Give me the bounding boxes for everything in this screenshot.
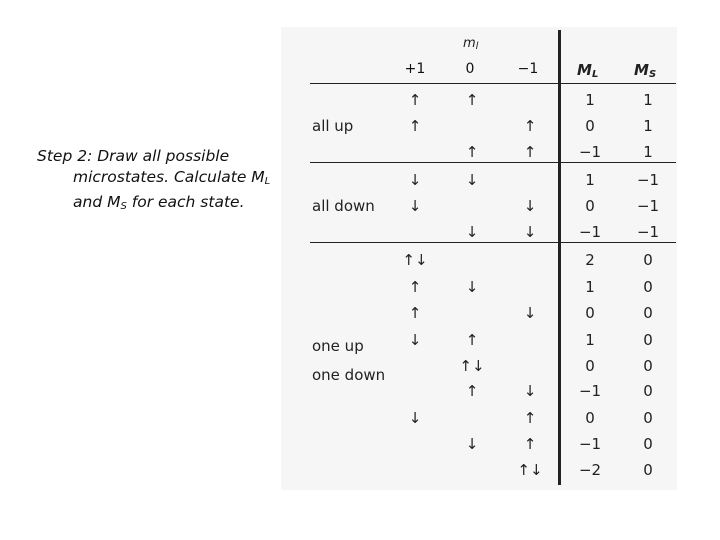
table-cell-ML: −1 bbox=[578, 382, 602, 400]
table-cell-p1: ↑↓ bbox=[402, 251, 428, 269]
table-cell-ML: −1 bbox=[578, 143, 602, 161]
table-cell-m1: ↑ bbox=[523, 435, 537, 453]
table-cell-MS: 0 bbox=[643, 304, 653, 322]
step-instruction bbox=[37, 146, 297, 217]
table-cell-m1: ↑ bbox=[523, 143, 537, 161]
table-cell-z: ↑ bbox=[465, 143, 479, 161]
ml-header-main: m bbox=[463, 36, 476, 51]
table-cell-m1: ↓ bbox=[523, 223, 537, 241]
group-label-all-up: all up bbox=[312, 117, 354, 135]
table-cell-ML: 1 bbox=[585, 91, 595, 109]
col-header-MS bbox=[634, 61, 656, 80]
col-header-ML-sub: L bbox=[591, 69, 599, 80]
col-header-MS-sub: S bbox=[648, 69, 657, 80]
ml-header-sub: l bbox=[475, 41, 479, 52]
table-cell-p1: ↓ bbox=[408, 331, 422, 349]
table-cell-ML: −2 bbox=[578, 461, 602, 479]
ml-header bbox=[463, 36, 478, 52]
table-cell-MS: 0 bbox=[643, 331, 653, 349]
table-cell-p1: ↑ bbox=[408, 91, 422, 109]
step-line-1: Step 2: Draw all possible bbox=[37, 147, 230, 165]
ml-subscript: L bbox=[264, 176, 271, 187]
table-cell-ML: 0 bbox=[585, 357, 595, 375]
table-cell-m1: ↑ bbox=[523, 117, 537, 135]
table-cell-ML: 1 bbox=[585, 331, 595, 349]
table-cell-p1: ↓ bbox=[408, 197, 422, 215]
step-line-3-text-b: for each state. bbox=[126, 193, 245, 211]
table-cell-MS: 1 bbox=[643, 117, 653, 135]
table-cell-m1: ↓ bbox=[523, 382, 537, 400]
table-cell-MS: 0 bbox=[643, 357, 653, 375]
table-cell-MS: 0 bbox=[643, 409, 653, 427]
table-cell-MS: −1 bbox=[636, 223, 660, 241]
table-cell-p1: ↓ bbox=[408, 171, 422, 189]
group-label-one-down: one down bbox=[312, 366, 386, 384]
col-header-MS-main: M bbox=[634, 61, 649, 79]
table-cell-MS: 1 bbox=[643, 91, 653, 109]
table-cell-p1: ↑ bbox=[408, 117, 422, 135]
step-line-2 bbox=[37, 167, 297, 192]
table-cell-z: ↓ bbox=[465, 435, 479, 453]
table-cell-m1: ↑↓ bbox=[517, 461, 543, 479]
table-cell-m1: ↑ bbox=[523, 409, 537, 427]
table-cell-z: ↓ bbox=[465, 223, 479, 241]
group-divider-2 bbox=[310, 242, 676, 243]
table-cell-z: ↓ bbox=[465, 171, 479, 189]
table-cell-ML: 1 bbox=[585, 171, 595, 189]
table-cell-z: ↑ bbox=[465, 382, 479, 400]
col-header-minus1: −1 bbox=[517, 61, 539, 77]
table-cell-z: ↓ bbox=[465, 278, 479, 296]
table-cell-MS: −1 bbox=[636, 171, 660, 189]
step-line-3-text-a: and M bbox=[73, 193, 121, 211]
table-cell-MS: 0 bbox=[643, 251, 653, 269]
col-header-plus1: +1 bbox=[404, 61, 426, 77]
table-cell-ML: 0 bbox=[585, 304, 595, 322]
microstate-table bbox=[281, 27, 677, 490]
table-cell-MS: 0 bbox=[643, 278, 653, 296]
table-cell-ML: 1 bbox=[585, 278, 595, 296]
table-cell-z: ↑ bbox=[465, 91, 479, 109]
table-cell-ML: 2 bbox=[585, 251, 595, 269]
table-cell-MS: 0 bbox=[643, 435, 653, 453]
table-cell-MS: 1 bbox=[643, 143, 653, 161]
table-cell-p1: ↑ bbox=[408, 304, 422, 322]
col-header-ML bbox=[577, 61, 598, 80]
table-cell-p1: ↑ bbox=[408, 278, 422, 296]
col-header-0: 0 bbox=[465, 61, 475, 77]
group-label-all-down: all down bbox=[312, 197, 375, 215]
column-divider bbox=[558, 30, 561, 485]
table-cell-ML: −1 bbox=[578, 435, 602, 453]
col-header-ML-main: M bbox=[577, 61, 592, 79]
table-cell-ML: 0 bbox=[585, 117, 595, 135]
table-cell-z: ↑ bbox=[465, 331, 479, 349]
group-divider-1 bbox=[310, 162, 676, 163]
table-cell-MS: −1 bbox=[636, 197, 660, 215]
step-line-2-text: microstates. Calculate M bbox=[73, 168, 265, 186]
group-label-one-up: one up bbox=[312, 337, 364, 355]
table-cell-p1: ↓ bbox=[408, 409, 422, 427]
header-divider bbox=[310, 83, 676, 84]
table-cell-ML: 0 bbox=[585, 409, 595, 427]
table-cell-m1: ↓ bbox=[523, 304, 537, 322]
ms-subscript: S bbox=[120, 201, 127, 212]
table-cell-z: ↑↓ bbox=[459, 357, 485, 375]
step-line-3 bbox=[37, 192, 297, 217]
table-cell-MS: 0 bbox=[643, 461, 653, 479]
table-cell-ML: −1 bbox=[578, 223, 602, 241]
table-cell-ML: 0 bbox=[585, 197, 595, 215]
table-cell-m1: ↓ bbox=[523, 197, 537, 215]
table-cell-MS: 0 bbox=[643, 382, 653, 400]
